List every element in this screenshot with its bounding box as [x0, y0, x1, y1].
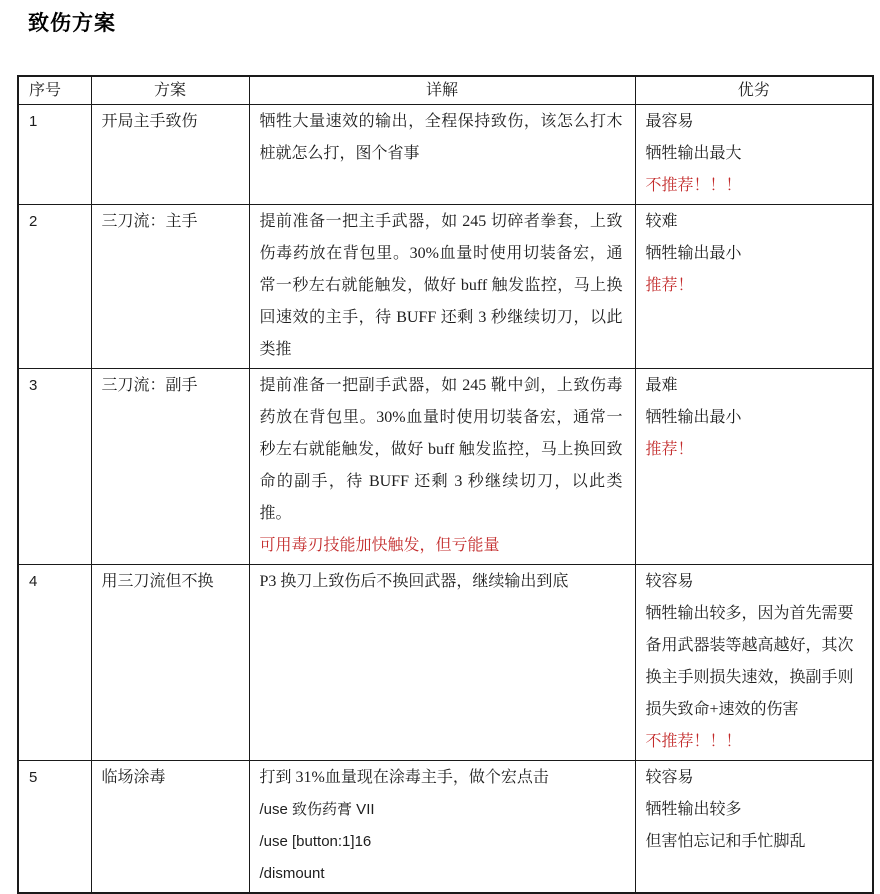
header-number: 序号	[18, 76, 91, 105]
pros-line: 但害怕忘记和手忙脚乱	[645, 833, 806, 850]
header-detail: 详解	[249, 76, 635, 105]
table-row	[18, 105, 873, 205]
detail-line: 牺牲大量速效的输出，全程保持致伤，该怎么打木桩就怎么打，图个省事	[259, 113, 623, 162]
detail-cell	[249, 565, 635, 761]
row-number: 5	[29, 769, 38, 786]
pros-line: 牺牲输出最大	[645, 145, 742, 162]
detail-cell	[249, 205, 635, 369]
row-number-cell	[18, 105, 91, 205]
plan-name: 开局主手致伤	[101, 113, 198, 130]
row-number: 1	[29, 113, 38, 130]
pros-line: 牺牲输出较多	[645, 801, 742, 818]
row-number-cell	[18, 565, 91, 761]
row-number: 2	[29, 213, 38, 230]
row-number-cell	[18, 761, 91, 894]
detail-cell	[249, 105, 635, 205]
detail-line: P3 换刀上致伤后不换回武器，继续输出到底	[259, 573, 569, 590]
plan-name: 临场涂毒	[101, 769, 166, 786]
table-row	[18, 761, 873, 894]
plan-name: 用三刀流但不换	[101, 573, 214, 590]
pros-line: 牺牲输出最小	[645, 245, 742, 262]
header-plan: 方案	[91, 76, 249, 105]
detail-line: /dismount	[259, 865, 325, 882]
pros-line: 推荐！	[645, 441, 694, 458]
plan-name: 三刀流：主手	[101, 213, 198, 230]
pros-line: 较容易	[645, 573, 694, 590]
pros-cell	[635, 205, 873, 369]
pros-line: 牺牲输出最小	[645, 409, 742, 426]
detail-line: 打到 31%血量现在涂毒主手，做个宏点击	[259, 769, 549, 786]
plan-cell	[91, 105, 249, 205]
pros-line: 较难	[645, 213, 678, 230]
row-number-cell	[18, 369, 91, 565]
plan-cell	[91, 369, 249, 565]
pros-cell	[635, 565, 873, 761]
pros-line: 推荐！	[645, 277, 694, 294]
row-number: 3	[29, 377, 38, 394]
pros-line: 不推荐！！！	[645, 177, 742, 194]
detail-line: 提前准备一把副手武器，如 245 靴中剑，上致伤毒药放在背包里。30%血量时使用切装备宏，通常一秒左右就能触发，做好 buff 触发监控，马上换回致命的副手，待 BUFF 还剩 3 秒继续切刀，以此类推。	[259, 377, 623, 522]
row-number: 4	[29, 573, 38, 590]
table-row	[18, 205, 873, 369]
detail-line: /use [button:1]16	[259, 833, 372, 850]
plan-cell	[91, 761, 249, 894]
pros-line: 不推荐！！！	[645, 733, 742, 750]
plans-table	[17, 75, 874, 894]
table-row	[18, 565, 873, 761]
table-body	[18, 105, 873, 894]
plan-name: 三刀流：副手	[101, 377, 198, 394]
header-pros: 优劣	[635, 76, 873, 105]
page-title: 致伤方案	[28, 11, 116, 35]
table-header-row	[18, 76, 873, 105]
pros-cell	[635, 105, 873, 205]
detail-line: 可用毒刃技能加快触发，但亏能量	[259, 537, 500, 554]
detail-cell	[249, 369, 635, 565]
pros-line: 最难	[645, 377, 678, 394]
detail-line: 提前准备一把主手武器，如 245 切碎者拳套，上致伤毒药放在背包里。30%血量时使用切装备宏，通常一秒左右就能触发，做好 buff 触发监控，马上换回速效的主手，待 BUFF 还剩 3 秒继续切刀，以此类推	[259, 213, 623, 358]
detail-cell	[249, 761, 635, 894]
detail-line: /use 致伤药膏 VII	[259, 801, 375, 818]
pros-cell	[635, 369, 873, 565]
table-row	[18, 369, 873, 565]
plan-cell	[91, 565, 249, 761]
plan-cell	[91, 205, 249, 369]
pros-line: 最容易	[645, 113, 694, 130]
pros-cell	[635, 761, 873, 894]
pros-line: 较容易	[645, 769, 694, 786]
row-number-cell	[18, 205, 91, 369]
pros-line: 牺牲输出较多，因为首先需要备用武器装等越高越好，其次换主手则损失速效，换副手则损失致命+速效的伤害	[645, 605, 854, 718]
